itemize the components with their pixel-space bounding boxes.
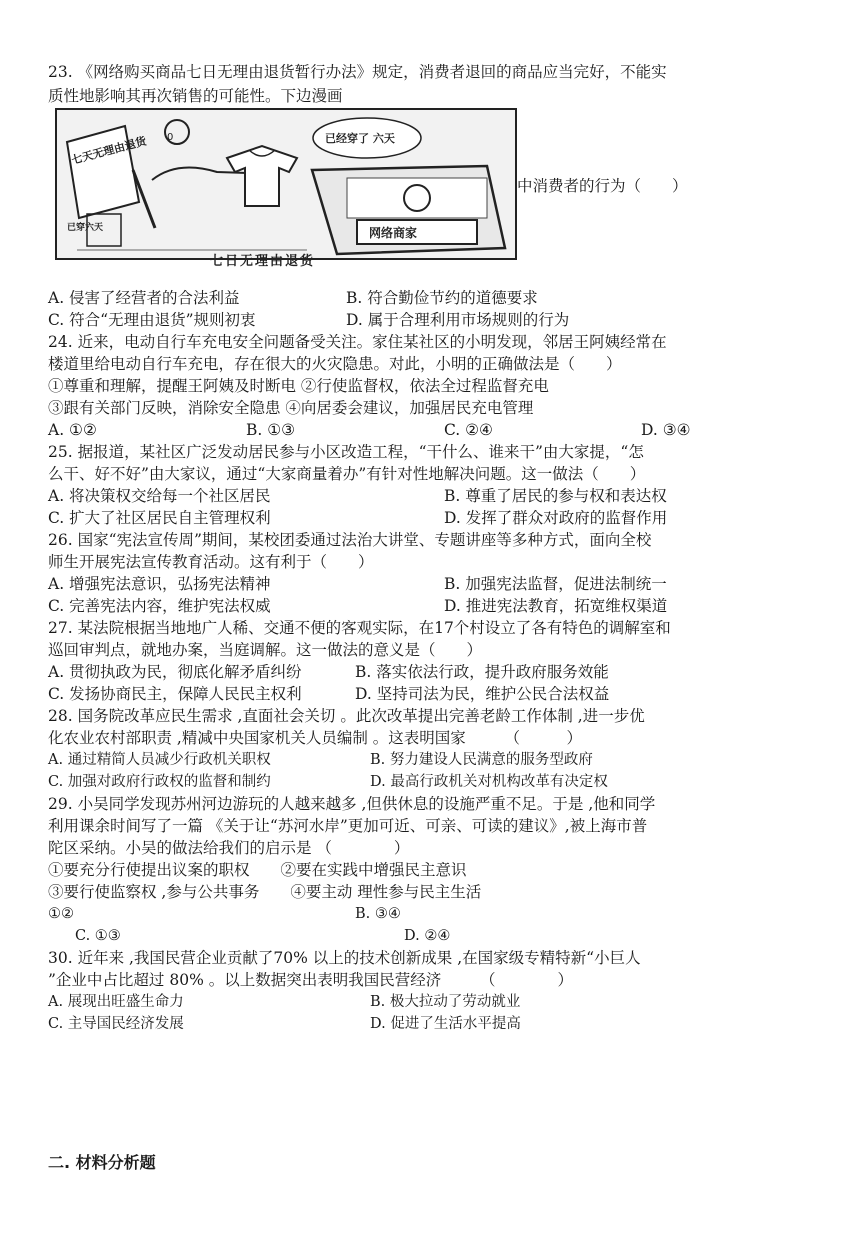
q30-option-b: B. 极大拉动了劳动就业 (370, 994, 521, 1010)
sign-text: 七天无理由退货 (70, 134, 148, 168)
q29-stem-line3: 陀区采纳。小吴的做法给我们的启示是 （ ） (48, 839, 410, 857)
q24-stem-line3: ①尊重和理解，提醒王阿姨及时断电 ②行使监督权，依法全过程监督充电 (48, 377, 549, 395)
q25-stem-line1: 25. 据报道，某社区广泛发动居民参与小区改造工程，“干什么、谁来干”由大家提，“怎 (48, 443, 644, 461)
q30-option-a: A. 展现出旺盛生命力 (48, 994, 184, 1010)
q25-stem-line2: 么干、好不好”由大家议，通过“大家商量着办”有针对性地解决问题。这一做法（ ） (48, 465, 646, 483)
q23-option-a: A. 侵害了经营者的合法利益 (48, 289, 240, 307)
q29-stem-line2: 利用课余时间写了一篇 《关于让“苏河水岸”更加可近、可亲、可读的建议》,被上海市普 (48, 817, 648, 835)
q26-stem-line2: 师生开展宪法宣传教育活动。这有利于（ ） (48, 553, 374, 571)
q29-stem-line4: ①要充分行使提出议案的职权 ②要在实践中增强民主意识 (48, 861, 467, 879)
q23-option-d: D. 属于合理利用市场规则的行为 (346, 311, 570, 329)
q23-stem-line3: 中消费者的行为（ ） (517, 177, 688, 195)
q28-stem-line2: 化农业农村部职责 ,精减中央国家机关人员编制 。这表明国家 （ ） (48, 729, 583, 747)
q25-option-d: D. 发挥了群众对政府的监督作用 (444, 509, 668, 527)
q24-option-c: C. ②④ (444, 421, 493, 439)
q27-option-a: A. 贯彻执政为民，彻底化解矛盾纠纷 (48, 663, 302, 681)
q23-stem-line1: 23. 《网络购买商品七日无理由退货暂行办法》规定，消费者退回的商品应当完好，不能实 (48, 63, 667, 81)
q27-option-b: B. 落实依法行政，提升政府服务效能 (355, 663, 609, 681)
q27-stem-line1: 27. 某法院根据当地地广人稀、交通不便的客观实际，在17个村设立了各有特色的调解室和 (48, 619, 671, 637)
q30-option-c: C. 主导国民经济发展 (48, 1016, 184, 1032)
q28-option-a: A. 通过精简人员减少行政机关职权 (48, 752, 271, 768)
q28-option-c: C. 加强对政府行政权的监督和制约 (48, 774, 271, 790)
q30-option-d: D. 促进了生活水平提高 (370, 1016, 521, 1032)
q27-option-d: D. 坚持司法为民，维护公民合法权益 (355, 685, 610, 703)
q26-option-c: C. 完善宪法内容，维护宪法权威 (48, 597, 271, 615)
q23-cartoon (55, 108, 517, 260)
q24-stem-line1: 24. 近来，电动自行车充电安全问题备受关注。家住某社区的小明发现，邻居王阿姨经常在 (48, 333, 667, 351)
q30-stem-line1: 30. 近年来 ,我国民营企业贡献了70% 以上的技术创新成果 ,在国家级专精特新“小巨人 (48, 949, 641, 967)
q23-option-c: C. 符合“无理由退货”规则初衷 (48, 311, 256, 329)
q29-stem-line5: ③要行使监察权 ,参与公共事务 ④要主动 理性参与民主生活 (48, 883, 482, 901)
q29-option-a: ①② (48, 906, 74, 922)
q26-option-d: D. 推进宪法教育，拓宽维权渠道 (444, 597, 668, 615)
shirt-number: 0 (167, 132, 174, 143)
side-label: 已穿六天 (67, 223, 104, 233)
q26-option-b: B. 加强宪法监督，促进法制统一 (444, 575, 667, 593)
section-heading-material-analysis: 二. 材料分析题 (48, 1153, 156, 1172)
q27-stem-line2: 巡回审判点，就地办案，当庭调解。这一做法的意义是（ ） (48, 641, 483, 659)
computer-screen-icon (312, 166, 505, 254)
cartoon-illustration (57, 110, 515, 258)
q29-option-c: C. ①③ (75, 928, 121, 944)
q26-option-a: A. 增强宪法意识，弘扬宪法精神 (48, 575, 271, 593)
q29-option-b: B. ③④ (355, 906, 401, 922)
q29-stem-line1: 29. 小吴同学发现苏州河边游玩的人越来越多 ,但供休息的设施严重不足。于是 ,他和同学 (48, 795, 656, 813)
q25-option-a: A. 将决策权交给每一个社区居民 (48, 487, 271, 505)
q23-option-b: B. 符合勤俭节约的道德要求 (346, 289, 538, 307)
q27-option-c: C. 发扬协商民主，保障人民民主权利 (48, 685, 302, 703)
cartoon-caption: 七日无理由退货 (210, 254, 316, 269)
q24-stem-line4: ③跟有关部门反映，消除安全隐患 ④向居委会建议，加强居民充电管理 (48, 399, 534, 417)
q24-option-b: B. ①③ (246, 421, 296, 439)
q26-stem-line1: 26. 国家“宪法宣传周”期间，某校团委通过法治大讲堂、专题讲座等多种方式，面向全校 (48, 531, 652, 549)
q24-option-a: A. ①② (48, 421, 97, 439)
q24-stem-line2: 楼道里给电动自行车充电，存在很大的火灾隐患。对此，小明的正确做法是（ ） (48, 355, 622, 373)
q29-option-d: D. ②④ (404, 928, 451, 944)
speech-text: 已经穿了 六天 (325, 132, 395, 145)
q25-option-b: B. 尊重了居民的参与权和表达权 (444, 487, 667, 505)
shop-label: 网络商家 (369, 226, 418, 240)
q25-option-c: C. 扩大了社区居民自主管理权利 (48, 509, 271, 527)
q28-option-d: D. 最高行政机关对机构改革有决定权 (370, 774, 608, 790)
q28-stem-line1: 28. 国务院改革应民生需求 ,直面社会关切 。此次改革提出完善老龄工作体制 ,进一步优 (48, 707, 645, 725)
q30-stem-line2: ”企业中占比超过 80% 。以上数据突出表明我国民营经济 （ ） (48, 971, 573, 989)
q24-option-d: D. ③④ (641, 421, 691, 439)
q28-option-b: B. 努力建设人民满意的服务型政府 (370, 752, 593, 768)
q23-stem-line2: 质性地影响其再次销售的可能性。下边漫画 (48, 87, 343, 105)
